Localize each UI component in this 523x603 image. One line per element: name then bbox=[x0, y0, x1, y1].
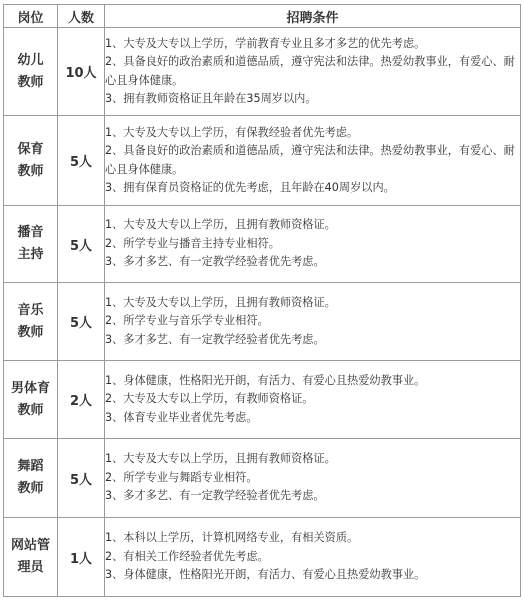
count-cell: 10人 bbox=[58, 28, 105, 116]
table-row bbox=[4, 206, 521, 283]
conditions-cell bbox=[105, 116, 521, 206]
table-row bbox=[4, 28, 521, 116]
count-cell: 5人 bbox=[58, 283, 105, 361]
table-row bbox=[4, 116, 521, 206]
condition-item: 1、大专及大专以上学历，且拥有教师资格证。 bbox=[105, 295, 336, 309]
position-cell: 播音 主持 bbox=[4, 206, 58, 283]
condition-item: 2、所学专业与舞蹈专业相符。 bbox=[105, 470, 258, 484]
header-count: 人数 bbox=[58, 5, 105, 28]
condition-item: 1、大专及大专以上学历，有保教经验者优先考虑。 bbox=[105, 125, 359, 139]
condition-item: 2、有相关工作经验者优先考虑。 bbox=[105, 549, 269, 563]
condition-item: 3、拥有保育员资格证的优先考虑，且年龄在40周岁以内。 bbox=[105, 181, 395, 194]
condition-item: 3、多才多艺、有一定教学经验者优先考虑。 bbox=[105, 255, 325, 269]
condition-item: 1、大专及大专以上学历，学前教育专业且多才多艺的优先考虑。 bbox=[105, 36, 426, 50]
condition-item: 2、所学专业与播音主持专业相符。 bbox=[105, 236, 280, 250]
condition-item: 3、身体健康，性格阳光开朗，有活力、有爱心且热爱幼教事业。 bbox=[105, 568, 426, 582]
recruitment-table bbox=[3, 4, 521, 597]
condition-item: 2、所学专业与音乐学专业相符。 bbox=[105, 314, 269, 328]
position-cell: 音乐 教师 bbox=[4, 283, 58, 361]
count-cell: 2人 bbox=[58, 361, 105, 439]
position-cell: 幼儿 教师 bbox=[4, 28, 58, 116]
table-row bbox=[4, 439, 521, 518]
conditions-cell bbox=[105, 206, 521, 283]
condition-item: 2、具备良好的政治素质和道德品质，遵守宪法和法律。热爱幼教事业，有爱心、耐心且身体健康。 bbox=[105, 55, 515, 87]
count-cell: 5人 bbox=[58, 439, 105, 518]
position-cell: 网站管 理员 bbox=[4, 518, 58, 597]
condition-item: 2、具备良好的政治素质和道德品质，遵守宪法和法律。热爱幼教事业，有爱心、耐心且身体健康。 bbox=[105, 144, 515, 176]
condition-item: 3、多才多艺、有一定教学经验者优先考虑。 bbox=[105, 489, 325, 503]
condition-item: 1、本科以上学历，计算机网络专业，有相关资质。 bbox=[105, 531, 359, 545]
condition-item: 1、大专及大专以上学历，且拥有教师资格证。 bbox=[105, 218, 336, 232]
count-cell: 5人 bbox=[58, 206, 105, 283]
table-row bbox=[4, 518, 521, 597]
conditions-cell bbox=[105, 283, 521, 361]
header-row bbox=[4, 5, 521, 28]
conditions-cell bbox=[105, 518, 521, 597]
position-cell: 舞蹈 教师 bbox=[4, 439, 58, 518]
condition-item: 1、身体健康，性格阳光开朗，有活力、有爱心且热爱幼教事业。 bbox=[105, 373, 426, 387]
count-cell: 1人 bbox=[58, 518, 105, 597]
table-row bbox=[4, 361, 521, 439]
condition-item: 1、大专及大专以上学历，且拥有教师资格证。 bbox=[105, 452, 336, 466]
conditions-cell bbox=[105, 361, 521, 439]
header-position: 岗位 bbox=[4, 5, 58, 28]
condition-item: 3、体育专业毕业者优先考虑。 bbox=[105, 410, 258, 424]
count-cell: 5人 bbox=[58, 116, 105, 206]
conditions-cell bbox=[105, 439, 521, 518]
header-conditions: 招聘条件 bbox=[105, 5, 521, 28]
position-cell: 男体育 教师 bbox=[4, 361, 58, 439]
position-cell: 保育 教师 bbox=[4, 116, 58, 206]
condition-item: 2、大专及大专以上学历，有教师资格证。 bbox=[105, 392, 314, 406]
condition-item: 3、多才多艺、有一定教学经验者优先考虑。 bbox=[105, 332, 325, 346]
table-row bbox=[4, 283, 521, 361]
conditions-cell bbox=[105, 28, 521, 116]
condition-item: 3、拥有教师资格证且年龄在35周岁以内。 bbox=[105, 92, 317, 105]
